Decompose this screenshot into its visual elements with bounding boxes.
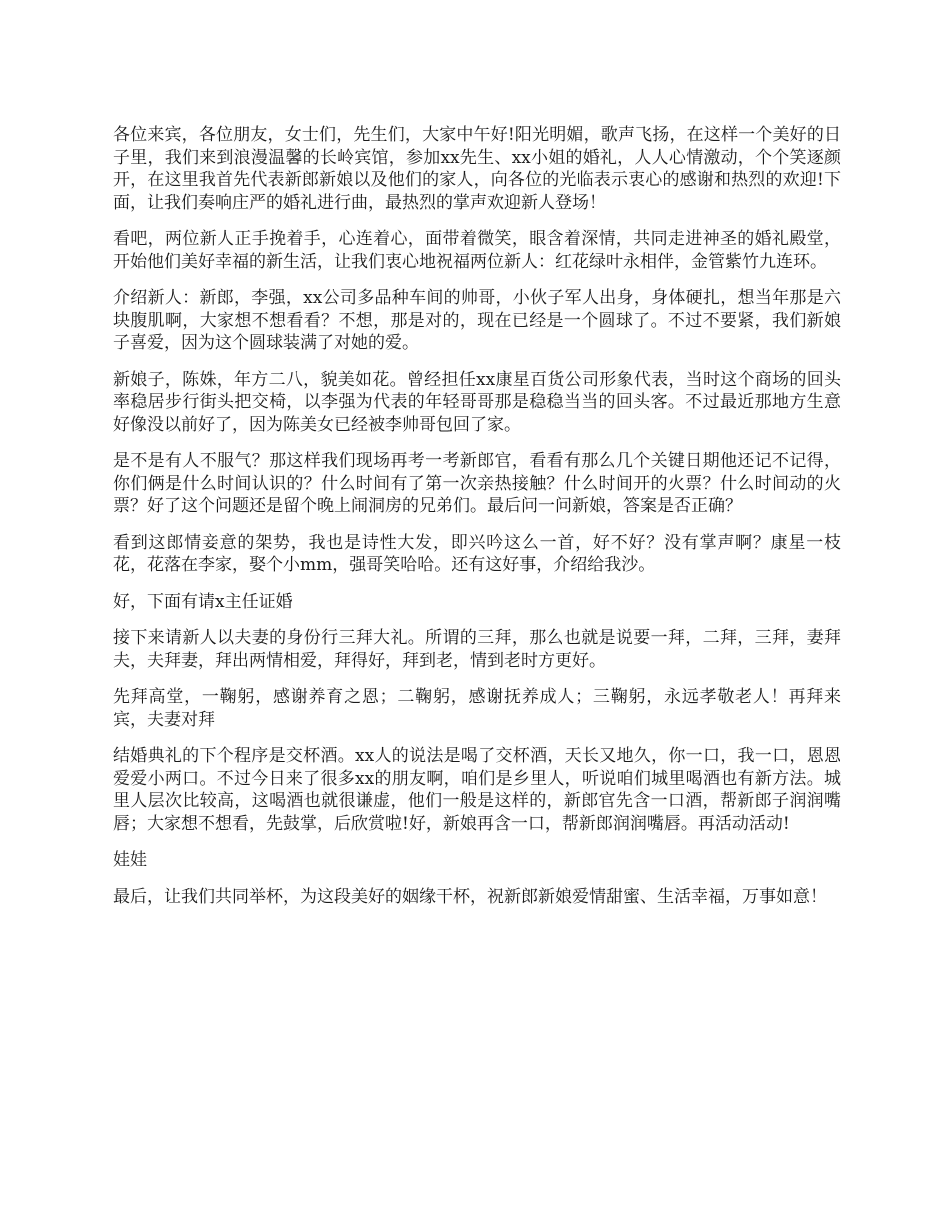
paragraph-entrance: 看吧，两位新人正手挽着手，心连着心，面带着微笑，眼含着深情，共同走进神圣的婚礼殿堂，开始他们美好幸福的新生活，让我们衷心地祝福两位新人：红花绿叶永相伴，金管紫竹九连环。 — [113, 229, 841, 272]
paragraph-three-bows-intro: 接下来请新人以夫妻的身份行三拜大礼。所谓的三拜，那么也就是说要一拜，二拜，三拜，妻拜夫，夫拜妻，拜出两情相爱，拜得好，拜到老，情到老时方更好。 — [113, 628, 841, 671]
paragraph-toast: 最后，让我们共同举杯，为这段美好的姻缘干杯，祝新郎新娘爱情甜蜜、生活幸福，万事如意！ — [113, 886, 827, 907]
paragraph-groom-intro: 介绍新人：新郎，李强，xx公司多品种车间的帅哥，小伙子军人出身，身体硬扎，想当年那是六块腹肌啊，大家想不想看看？不想，那是对的，现在已经是一个圆球了。不过不要紧，我们新娘子喜爱，因为这个圆球装满了对她的爱。 — [113, 288, 841, 353]
paragraph-cross-cup-wine: 结婚典礼的下个程序是交杯酒。xx人的说法是喝了交杯酒，天长又地久，你一口，我一口，恩恩爱爱小两口。不过今日来了很多xx的朋友啊，咱们是乡里人，听说咱们城里喝酒也有新方法。城里人层次比较高，这喝酒也就很谦虚，他们一般是这样的，新郎官先含一口酒，帮新郎子润润嘴唇；大家想不想看，先鼓掌，后欣赏啦!好，新娘再含一口，帮新郎润润嘴唇。再活动活动! — [113, 746, 841, 834]
paragraph-opening: 各位来宾，各位朋友，女士们，先生们，大家中午好!阳光明媚，歌声飞扬，在这样一个美好的日子里，我们来到浪漫温馨的长岭宾馆，参加xx先生、xx小姐的婚礼，人人心情激动，个个笑逐颜开，在这里我首先代表新郎新娘以及他们的家人，向各位的光临表示衷心的感谢和热烈的欢迎!下面，让我们奏响庄严的婚礼进行曲，最热烈的掌声欢迎新人登场！ — [113, 125, 841, 213]
paragraph-wawa: 娃娃 — [113, 850, 147, 870]
paragraph-poem: 看到这郎情妾意的架势，我也是诗性大发，即兴吟这么一首，好不好？没有掌声啊？康星一枝花，花落在李家，娶个小mm，强哥笑哈哈。还有这好事，介绍给我沙。 — [113, 532, 841, 575]
paragraph-quiz: 是不是有人不服气？那这样我们现场再考一考新郎官，看看有那么几个关键日期他还记不记得，你们俩是什么时间认识的？什么时间有了第一次亲热接触？什么时间开的火票？什么时间动的火票？好了这个问题还是留个晚上闹洞房的兄弟们。最后问一问新娘，答案是否正确？ — [113, 451, 841, 516]
paragraph-three-bows: 先拜高堂，一鞠躬，感谢养育之恩；二鞠躬，感谢抚养成人；三鞠躬，永远孝敬老人！再拜来宾，夫妻对拜 — [113, 687, 841, 730]
paragraph-officiant: 好，下面有请x主任证婚 — [113, 591, 293, 612]
paragraph-bride-intro: 新娘子，陈姝，年方二八，貌美如花。曾经担任xx康星百货公司形象代表，当时这个商场的回头率稳居步行街头把交椅，以李强为代表的年轻哥哥那是稳稳当当的回头客。不过最近那地方生意好像没以前好了，因为陈美女已经被李帅哥包回了家。 — [113, 369, 841, 435]
document-body — [113, 124, 841, 922]
